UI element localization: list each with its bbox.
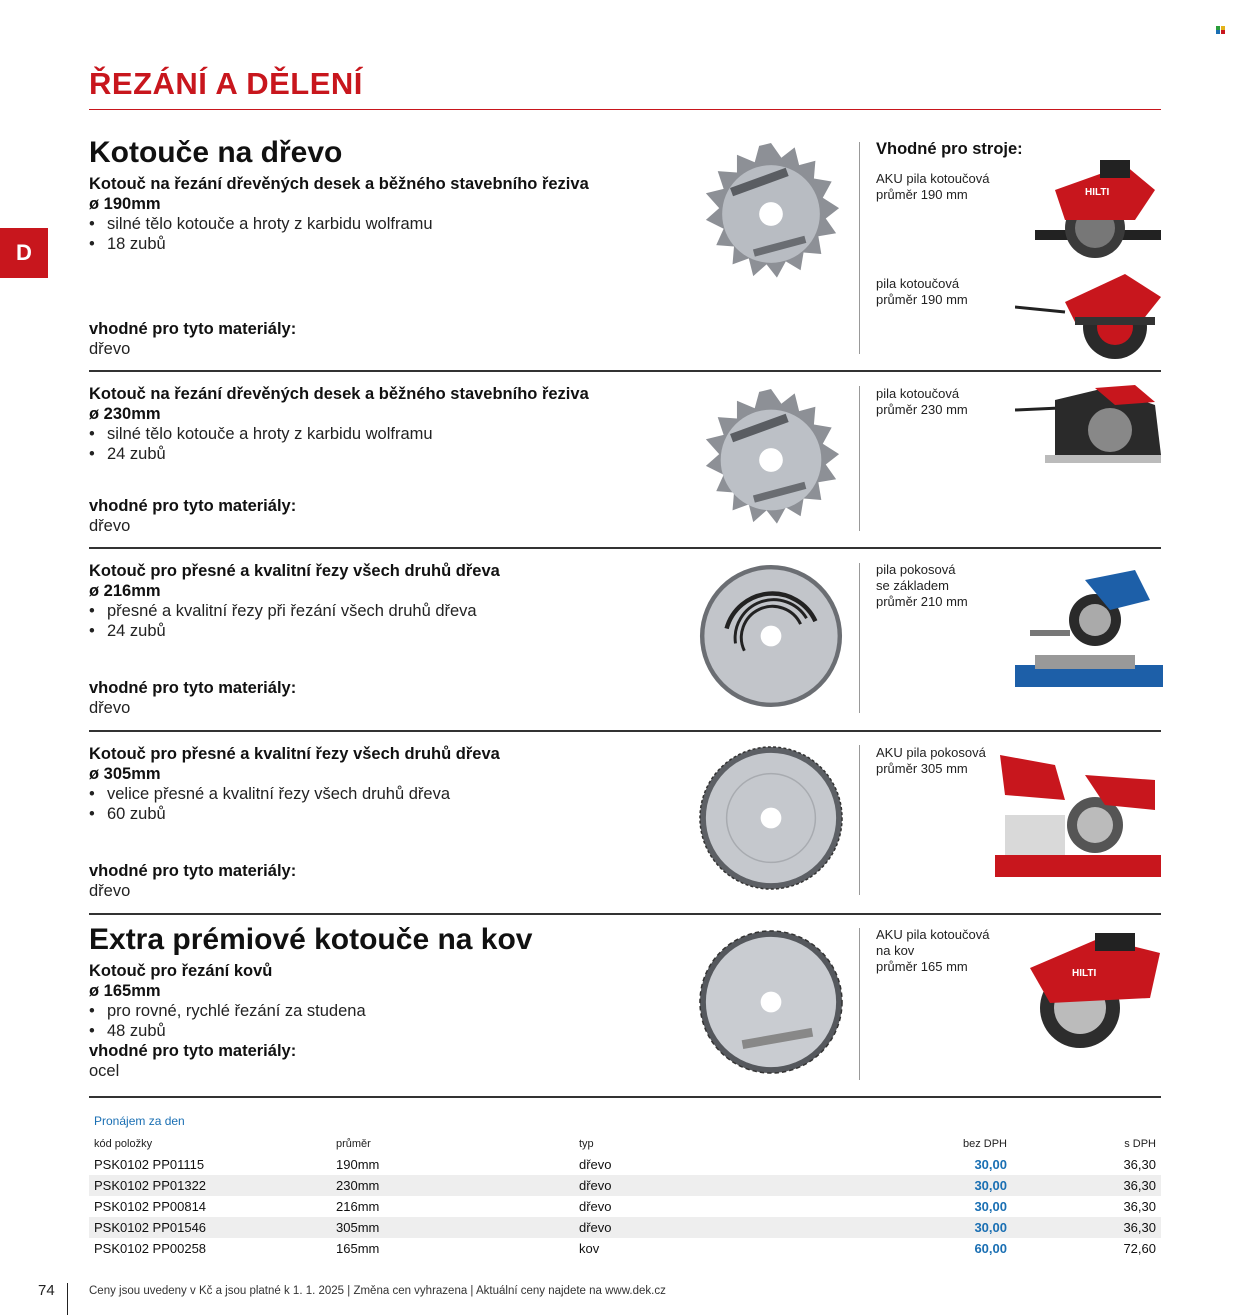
product-305 (89, 744, 699, 824)
column-separator (859, 745, 860, 895)
machine-diameter: průměr 210 mm (876, 594, 968, 609)
row-divider (89, 370, 1161, 372)
materials-value: dřevo (89, 340, 131, 358)
item-price-gross: 72,60 (1123, 1241, 1156, 1256)
item-type: dřevo (579, 1199, 612, 1214)
item-price-gross: 36,30 (1012, 1175, 1161, 1196)
product-216 (89, 561, 699, 641)
materials-label: vhodné pro tyto materiály: (89, 320, 297, 338)
saw-blade-230-image (697, 386, 845, 534)
saw-blade-216-image (697, 562, 845, 710)
product-title: Kotouč na řezání dřevěných desek a běžného stavebního řeziva (89, 175, 589, 193)
item-price-net: 30,00 (824, 1175, 1012, 1196)
item-code: PSK0102 PP01322 (89, 1175, 331, 1196)
machine-diameter: průměr 190 mm (876, 292, 968, 307)
item-type: kov (579, 1241, 600, 1256)
item-code: PSK0102 PP01115 (94, 1157, 205, 1172)
feature-item: • 48 zubů (89, 1021, 699, 1041)
item-code: PSK0102 PP00258 (94, 1241, 207, 1256)
item-type: dřevo (574, 1175, 824, 1196)
item-price-gross: 36,30 (1012, 1217, 1161, 1238)
column-separator (859, 386, 860, 531)
machines-heading: Vhodné pro stroje: (876, 140, 1023, 158)
footer-divider (67, 1283, 68, 1315)
product-diameter: ø 305mm (89, 765, 161, 783)
footer-note: Ceny jsou uvedeny v Kč a jsou platné k 1. 1. 2025 | Změna cen vyhrazena | Aktuální ceny najdete na www.dek.cz (89, 1285, 666, 1297)
miter-saw-image (1015, 570, 1163, 700)
product-title: Kotouč pro přesné a kvalitní řezy všech druhů dřeva (89, 562, 500, 580)
feature-item: • silné tělo kotouče a hroty z karbidu wolframu (89, 424, 699, 444)
machine-diameter: průměr 230 mm (876, 402, 968, 417)
cordless-metal-saw-image (1010, 928, 1162, 1053)
materials-label: vhodné pro tyto materiály: (89, 497, 297, 515)
machine-label (876, 562, 968, 610)
materials-value: dřevo (89, 699, 131, 717)
materials-label: vhodné pro tyto materiály: (89, 679, 297, 697)
product-title: Kotouč pro přesné a kvalitní řezy všech druhů dřeva (89, 745, 500, 763)
item-diameter: 165mm (336, 1241, 380, 1256)
table-row (89, 1154, 1161, 1175)
product-diameter: ø 230mm (89, 405, 161, 423)
chapter-tab[interactable]: D (0, 228, 48, 278)
materials-value: dřevo (89, 882, 131, 900)
row-divider (89, 547, 1161, 549)
rental-title: Pronájem za den (94, 1114, 185, 1128)
page-number: 74 (38, 1282, 55, 1299)
feature-list (89, 784, 699, 824)
item-code: PSK0102 PP00814 (94, 1199, 207, 1214)
section-title: ŘEZÁNÍ A DĚLENÍ (89, 66, 363, 101)
circular-saw-230-image (1015, 380, 1163, 500)
item-diameter: 216mm (336, 1199, 380, 1214)
machine-type: na kov (876, 943, 915, 958)
rental-price-table (89, 1134, 1161, 1259)
cordless-circular-saw-image (1015, 150, 1163, 270)
metal-saw-blade-image (697, 928, 845, 1076)
col-type: typ (579, 1138, 594, 1150)
product-190 (89, 174, 699, 254)
table-row (89, 1217, 1161, 1238)
feature-item: • 18 zubů (89, 234, 699, 254)
brand-dots-icon (1216, 26, 1226, 34)
materials-value: ocel (89, 1062, 120, 1080)
machine-label (876, 927, 989, 975)
col-price-gross: s DPH (1124, 1138, 1156, 1150)
item-diameter: 230mm (331, 1175, 574, 1196)
machine-name: AKU pila pokosová (876, 745, 986, 760)
product-230 (89, 384, 699, 464)
feature-list (89, 424, 699, 464)
materials-label: vhodné pro tyto materiály: (89, 862, 297, 880)
item-price-net: 60,00 (974, 1241, 1007, 1256)
wood-heading: Kotouče na dřevo (89, 136, 343, 169)
item-price-net: 30,00 (824, 1217, 1012, 1238)
machine-name: pila kotoučová (876, 386, 960, 401)
machine-diameter: průměr 165 mm (876, 959, 968, 974)
section-divider (89, 109, 1161, 110)
feature-list (89, 1001, 699, 1041)
col-code: kód položky (94, 1138, 153, 1150)
table-row (89, 1175, 1161, 1196)
feature-item: • přesné a kvalitní řezy při řezání všech druhů dřeva (89, 601, 699, 621)
machine-name: AKU pila kotoučová (876, 171, 990, 186)
machine-label (876, 386, 968, 418)
feature-item: • 60 zubů (89, 804, 699, 824)
item-diameter: 305mm (331, 1217, 574, 1238)
item-price-gross: 36,30 (1123, 1157, 1156, 1172)
column-separator (859, 563, 860, 713)
product-165 (89, 961, 699, 1081)
machine-label (876, 745, 986, 777)
circular-saw-image (1015, 262, 1163, 382)
machine-diameter: průměr 190 mm (876, 187, 968, 202)
feature-item: • 24 zubů (89, 444, 699, 464)
feature-item: • silné tělo kotouče a hroty z karbidu wolframu (89, 214, 699, 234)
col-price-net: bez DPH (962, 1138, 1007, 1150)
feature-item: • pro rovné, rychlé řezání za studena (89, 1001, 699, 1021)
item-code: PSK0102 PP01546 (89, 1217, 331, 1238)
row-divider (89, 1096, 1161, 1098)
feature-list (89, 601, 699, 641)
product-diameter: ø 216mm (89, 582, 161, 600)
product-title: Kotouč na řezání dřevěných desek a běžného stavebního řeziva (89, 385, 589, 403)
saw-blade-190-image (697, 140, 845, 288)
table-header-row (89, 1134, 1161, 1154)
row-divider (89, 913, 1161, 915)
cordless-miter-saw-image (995, 755, 1161, 885)
product-title: Kotouč pro řezání kovů (89, 962, 273, 980)
svg-text:HILTI: HILTI (1085, 187, 1110, 198)
machine-name: pila pokosová (876, 562, 956, 577)
table-row (89, 1238, 1161, 1259)
materials-label: vhodné pro tyto materiály: (89, 1042, 297, 1060)
product-diameter: ø 165mm (89, 982, 161, 1000)
machine-label (876, 171, 989, 203)
row-divider (89, 730, 1161, 732)
table-row (89, 1196, 1161, 1217)
feature-list (89, 214, 699, 254)
item-price-net: 30,00 (974, 1157, 1007, 1172)
item-price-net: 30,00 (974, 1199, 1007, 1214)
materials-value: dřevo (89, 517, 131, 535)
feature-item: • velice přesné a kvalitní řezy všech druhů dřeva (89, 784, 699, 804)
machine-base: se základem (876, 578, 949, 593)
product-diameter: ø 190mm (89, 195, 161, 213)
item-diameter: 190mm (336, 1157, 380, 1172)
machine-name: pila kotoučová (876, 276, 960, 291)
item-price-gross: 36,30 (1123, 1199, 1156, 1214)
saw-blade-305-image (697, 744, 845, 892)
machine-label (876, 276, 968, 308)
column-separator (859, 142, 860, 354)
feature-item: • 24 zubů (89, 621, 699, 641)
column-separator (859, 928, 860, 1080)
metal-heading: Extra prémiové kotouče na kov (89, 923, 533, 956)
col-diameter: průměr (336, 1138, 371, 1150)
item-type: dřevo (579, 1157, 612, 1172)
svg-text:HILTI: HILTI (1072, 968, 1097, 979)
machine-diameter: průměr 305 mm (876, 761, 968, 776)
item-type: dřevo (574, 1217, 824, 1238)
machine-name: AKU pila kotoučová (876, 927, 990, 942)
